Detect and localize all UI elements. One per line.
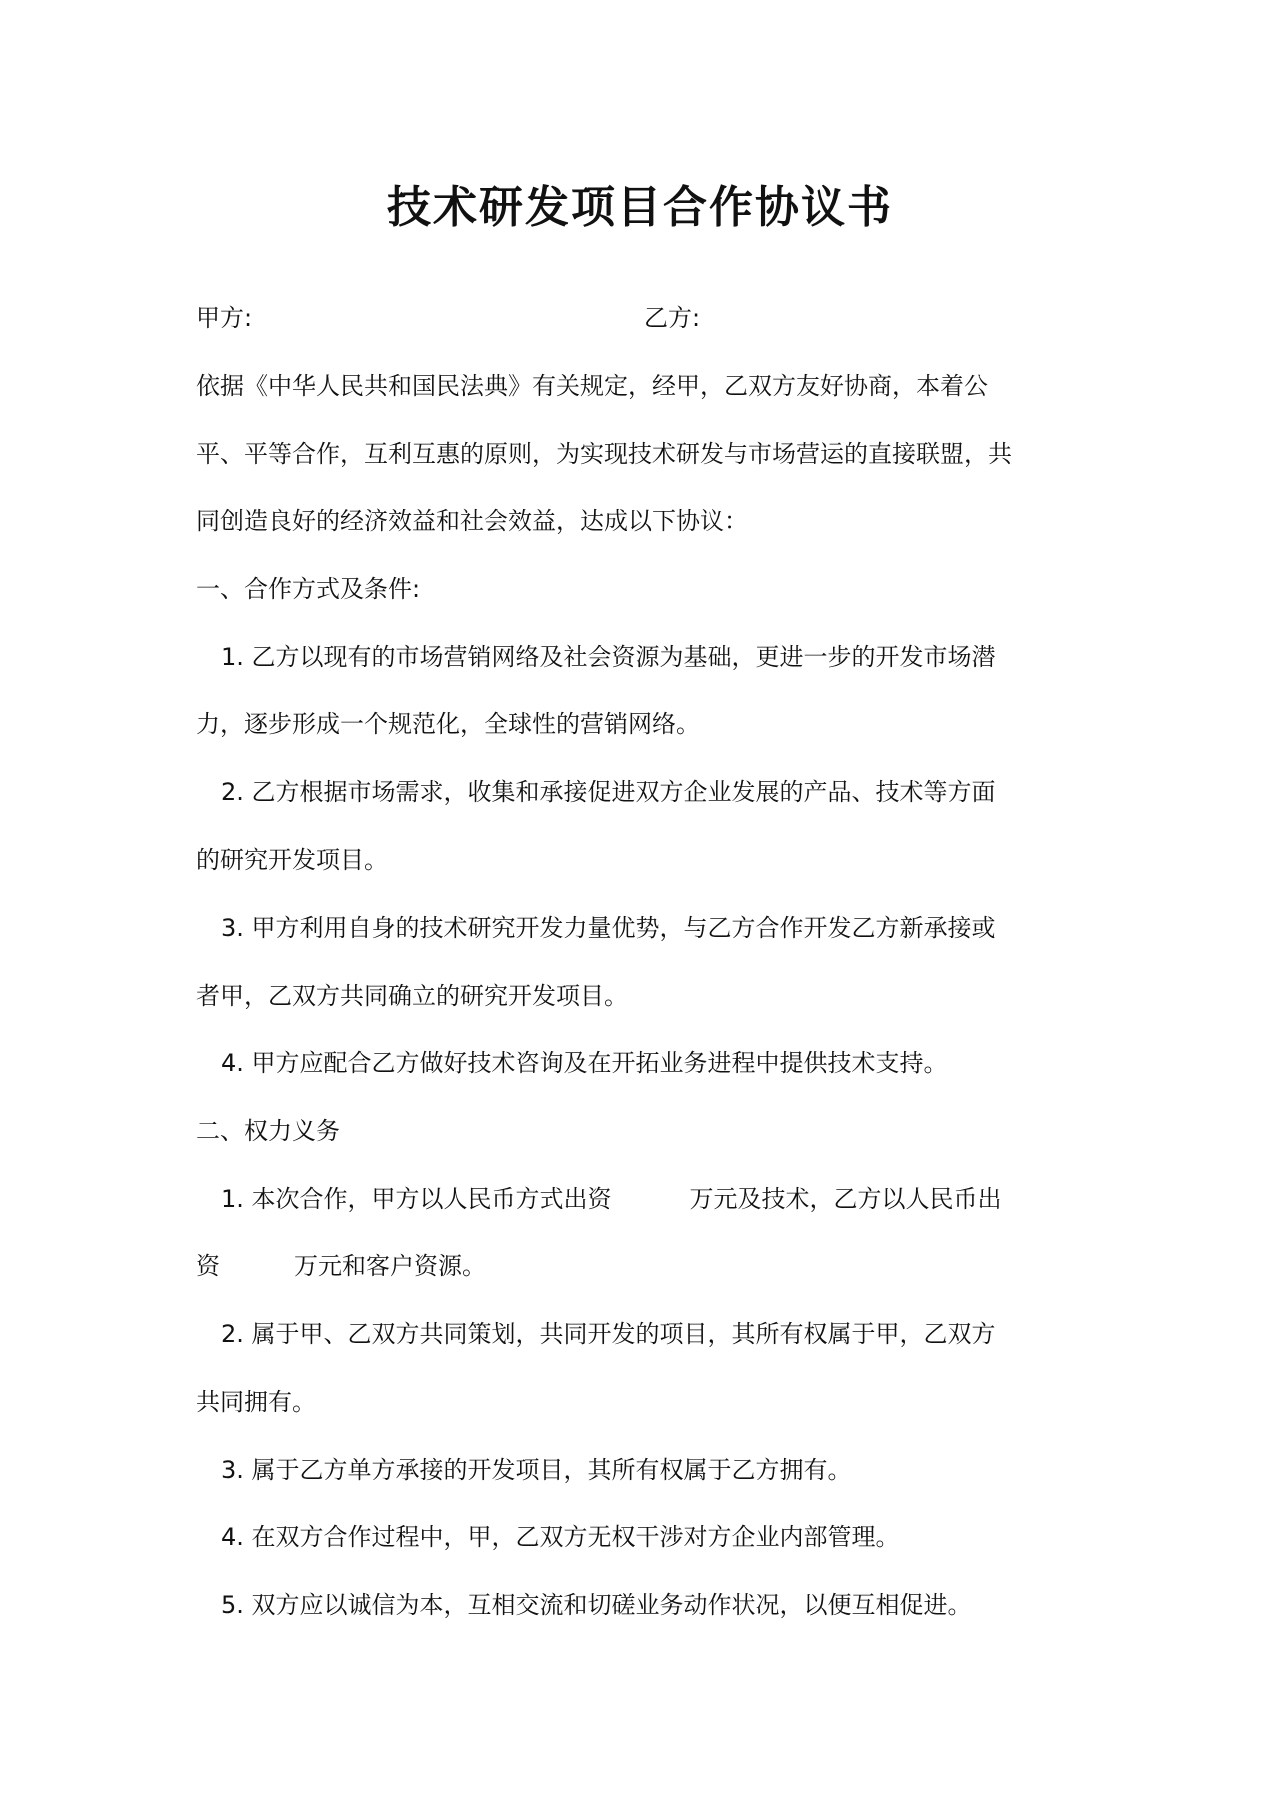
section-1-item-2-line-2: 的研究开发项目。: [196, 846, 388, 874]
section-1-item-3-line-2: 者甲，乙双方共同确立的研究开发项目。: [196, 982, 628, 1010]
intro-line-3: 同创造良好的经济效益和社会效益，达成以下协议：: [196, 507, 748, 535]
section-2-item-1-line-1: [221, 1181, 1121, 1217]
section-2-heading: 二、权力义务: [196, 1117, 340, 1145]
section-1-item-1-line-2: 力，逐步形成一个规范化，全球性的营销网络。: [196, 710, 700, 738]
section-1-item-3-line-1: 3. 甲方利用自身的技术研究开发力量优势，与乙方合作开发乙方新承接或: [221, 914, 996, 942]
section-2-item-2-line-2: 共同拥有。: [196, 1388, 316, 1416]
investment-clause-c: 资: [196, 1252, 220, 1280]
section-2-item-4: 4. 在双方合作过程中，甲，乙双方无权干涉对方企业内部管理。: [221, 1523, 900, 1551]
section-2-item-3: 3. 属于乙方单方承接的开发项目，其所有权属于乙方拥有。: [221, 1456, 852, 1484]
investment-clause-b: 万元及技术，乙方以人民币出: [689, 1185, 1002, 1213]
section-1-heading: 一、合作方式及条件:: [196, 575, 421, 603]
section-2-item-2-line-1: 2. 属于甲、乙双方共同策划，共同开发的项目，其所有权属于甲，乙双方: [221, 1320, 996, 1348]
section-1-item-2-line-1: 2. 乙方根据市场需求，收集和承接促进双方企业发展的产品、技术等方面: [221, 778, 996, 806]
party-b-label: 乙方:: [644, 304, 701, 332]
intro-line-1: 依据《中华人民共和国民法典》有关规定，经甲，乙双方友好协商，本着公: [196, 372, 988, 400]
investment-clause-a: 1. 本次合作，甲方以人民币方式出资: [221, 1185, 612, 1213]
intro-line-2: 平、平等合作，互利互惠的原则，为实现技术研发与市场营运的直接联盟，共: [196, 440, 1012, 468]
section-1-item-1-line-1: 1. 乙方以现有的市场营销网络及社会资源为基础，更进一步的开发市场潜: [221, 643, 996, 671]
document-title: 技术研发项目合作协议书: [387, 182, 893, 233]
section-1-item-4: 4. 甲方应配合乙方做好技术咨询及在开拓业务进程中提供技术支持。: [221, 1049, 948, 1077]
investment-clause-d: 万元和客户资源。: [294, 1252, 486, 1280]
party-a-label: 甲方:: [196, 304, 253, 332]
section-2-item-1-line-2: [196, 1248, 1096, 1284]
section-2-item-5: 5. 双方应以诚信为本，互相交流和切磋业务动作状况，以便互相促进。: [221, 1591, 972, 1619]
